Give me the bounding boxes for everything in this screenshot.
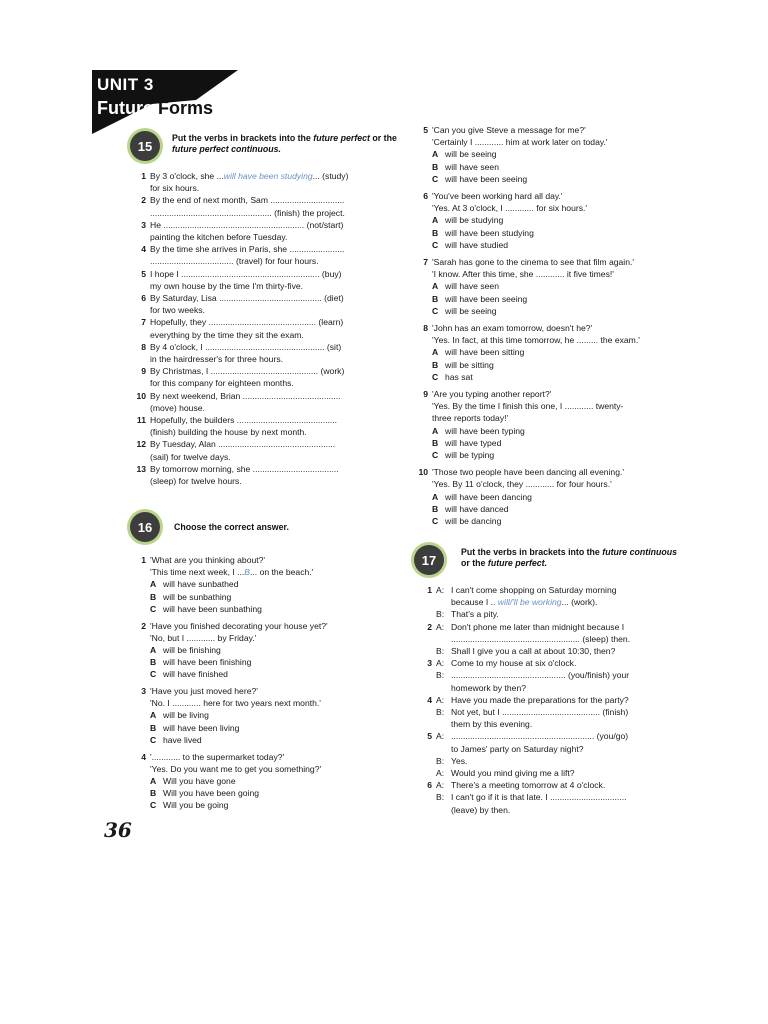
item-line	[150, 219, 394, 231]
option-text: will have been typing	[445, 425, 525, 436]
answer-line: 'Yes. In fact, at this time tomorrow, he ......... the exam.'	[432, 335, 640, 346]
speaker-label: A:	[436, 694, 445, 705]
speaker-label: A:	[436, 731, 445, 742]
question-line: 'Are you typing another report?'	[432, 389, 552, 400]
question-item	[416, 124, 686, 185]
option-letter: C	[432, 239, 439, 250]
dialogue-line	[436, 596, 690, 608]
item-number: 1	[427, 585, 432, 595]
speaker-label: B:	[436, 707, 445, 718]
option-text: will be studying	[445, 215, 504, 226]
item-line: (move) house.	[150, 402, 205, 413]
item-line: in the hairdresser's for three hours.	[150, 354, 283, 365]
option-text: will be seeing	[445, 149, 497, 160]
item-number: 10	[136, 390, 146, 401]
line-text: Don't phone me later than midnight because I	[451, 621, 625, 632]
question-line: 'Have you just moved here?'	[150, 686, 258, 697]
item-text: By tomorrow morning, she ....................................	[150, 463, 339, 474]
exercise-15-instructions: Put the verbs in brackets into the future perfect or the future perfect continuous.	[172, 133, 397, 154]
option-text: will have been sitting	[445, 347, 525, 358]
dialogue-line	[436, 755, 690, 767]
line-text: (leave) by then.	[451, 804, 511, 815]
option-letter: C	[432, 305, 439, 316]
dialogue-item	[420, 621, 690, 658]
item-number: 8	[141, 341, 146, 352]
line-text: ... (work).	[561, 597, 598, 608]
exercise-15-badge: 15	[130, 131, 160, 161]
answer-line: 'Certainly I ............ him at work later on today.'	[432, 137, 608, 148]
dialogue-line	[436, 682, 690, 694]
line-text: Come to my house at six o'clock.	[451, 658, 577, 669]
speaker-label: B:	[436, 646, 445, 657]
item-number: 10	[418, 467, 428, 478]
option-text: will have been seeing	[445, 173, 528, 184]
line-text: Would you mind giving me a lift?	[451, 768, 575, 779]
question-item	[134, 685, 404, 746]
option-text: Will you be going	[163, 800, 229, 811]
item-text: By the time she arrives in Paris, she .......................	[150, 244, 345, 255]
option-text: will have studied	[445, 239, 509, 250]
item-text: ... on the beach.'	[250, 567, 314, 578]
item-number: 12	[136, 439, 146, 450]
answer-line: three reports today!'	[432, 413, 509, 424]
line-text: Have you made the preparations for the party?	[451, 694, 629, 705]
speaker-label: B:	[436, 755, 445, 766]
dialogue-line	[436, 645, 690, 657]
line-text: because I ..	[451, 597, 498, 608]
item-line: for this company for eighteen months.	[150, 378, 294, 389]
option-text: Will you have been going	[163, 788, 260, 799]
option-letter: C	[432, 516, 439, 527]
option-letter: C	[432, 173, 439, 184]
question-item	[134, 554, 404, 615]
option-text: will have seen	[445, 161, 499, 172]
exercise-item	[134, 292, 394, 316]
option-text: will have finished	[163, 669, 228, 680]
exercise-item	[134, 268, 394, 292]
question-line: '............ to the supermarket today?'	[150, 751, 285, 762]
dialogue-line	[436, 584, 690, 596]
item-text: Hopefully, the builders ..........................................	[150, 415, 338, 426]
option-text: will have been studying	[445, 227, 534, 238]
exercise-17-badge: 17	[414, 545, 444, 575]
option-letter: A	[150, 775, 157, 786]
option-text: will have seen	[445, 281, 499, 292]
answer-option	[150, 656, 404, 668]
answer-option	[432, 515, 686, 527]
item-number: 6	[141, 293, 146, 304]
answer-option	[150, 644, 404, 656]
answer-option	[432, 161, 686, 173]
item-number: 3	[427, 658, 432, 669]
answer-option	[432, 346, 686, 358]
answer-option	[432, 503, 686, 515]
item-line: ................................... (travel) for four hours.	[150, 256, 319, 267]
answer-option	[432, 437, 686, 449]
handwritten-answer: will have been studying	[223, 171, 313, 181]
speaker-label: B:	[436, 609, 445, 620]
handwritten-answer: B	[244, 567, 251, 578]
answer-option	[150, 734, 404, 746]
answer-line: 'Yes. By the time I finish this one, I ............ twenty-	[432, 401, 624, 412]
option-text: will be sitting	[445, 359, 494, 370]
option-text: will have danced	[445, 503, 509, 514]
item-line: painting the kitchen before Tuesday.	[150, 232, 288, 243]
answer-option	[150, 578, 404, 590]
question-line: 'John has an exam tomorrow, doesn't he?'	[432, 323, 593, 334]
item-number: 3	[141, 686, 146, 697]
item-number: 4	[141, 751, 146, 762]
option-text: will have been seeing	[445, 293, 528, 304]
option-letter: C	[432, 450, 439, 461]
option-text: will have been finishing	[163, 657, 252, 668]
item-number: 7	[141, 317, 146, 328]
dialogue-line	[436, 767, 690, 779]
answer-option	[150, 787, 404, 799]
item-number: 9	[423, 389, 428, 400]
answer-option	[150, 775, 404, 787]
handwritten-answer: will/'ll be working	[497, 597, 562, 608]
answer-line: 'Yes. By 11 o'clock, they ............ for four hours.'	[432, 479, 612, 490]
exercise-16-instructions: Choose the correct answer.	[174, 522, 289, 532]
item-line	[150, 463, 394, 475]
exercise-17-instructions: Put the verbs in brackets into the future continuous or the future perfect.	[461, 547, 678, 568]
speaker-label: A:	[436, 768, 445, 779]
exercise-16-list-continued	[416, 124, 686, 532]
item-line	[150, 194, 394, 206]
question-line: 'You've been working hard all day.'	[432, 191, 563, 202]
answer-option	[432, 449, 686, 461]
exercise-15-list	[134, 170, 394, 487]
option-letter: C	[150, 603, 157, 614]
answer-option	[150, 591, 404, 603]
line-text: ............................................................ (you/go)	[451, 731, 629, 742]
option-letter: A	[432, 149, 439, 160]
option-letter: B	[432, 161, 439, 172]
line-text: Shall I give you a call at about 10:30, then?	[451, 646, 616, 657]
option-letter: C	[150, 800, 157, 811]
dialogue-item	[420, 584, 690, 621]
answer-option	[432, 305, 686, 317]
line-text: I can't come shopping on Saturday morning	[451, 585, 617, 595]
answer-option	[150, 799, 404, 811]
exercise-item	[134, 170, 394, 194]
exercise-item	[134, 414, 394, 438]
dialogue-item	[420, 730, 690, 779]
dialogue-line	[436, 718, 690, 730]
line-text: I can't go if it is that late. I ................................	[451, 792, 627, 803]
item-line: (finish) building the house by next month.	[150, 427, 307, 438]
option-text: will be seeing	[445, 305, 497, 316]
dialogue-line	[436, 804, 690, 816]
option-letter: B	[150, 591, 157, 602]
answer-line	[150, 566, 404, 578]
option-letter: B	[432, 503, 439, 514]
answer-option	[432, 148, 686, 160]
item-number: 5	[141, 268, 146, 279]
dialogue-line	[436, 608, 690, 620]
question-line: 'Sarah has gone to the cinema to see that film again.'	[432, 257, 635, 268]
answer-option	[432, 214, 686, 226]
option-text: will have typed	[445, 437, 502, 448]
dialogue-line	[436, 779, 690, 791]
item-text: By Tuesday, Alan .................................................	[150, 439, 336, 450]
item-text: By Christmas, I ............................................. (work)	[150, 366, 345, 377]
answer-option	[432, 425, 686, 437]
speaker-label: A:	[436, 780, 445, 791]
option-text: will be dancing	[445, 516, 502, 527]
option-letter: A	[432, 491, 439, 502]
exercise-17-list	[420, 584, 690, 816]
option-text: will be sunbathing	[163, 591, 232, 602]
exercise-item	[134, 219, 394, 243]
item-number: 6	[427, 780, 432, 791]
answer-option	[150, 709, 404, 721]
item-number: 1	[141, 555, 146, 565]
answer-line: 'No. I ............ here for two years next month.'	[150, 698, 321, 709]
option-text: will have been living	[163, 722, 240, 733]
item-text: ... (study)	[312, 171, 349, 181]
exercise-16-badge: 16	[130, 512, 160, 542]
item-line: for six hours.	[150, 183, 200, 194]
speaker-label: A:	[436, 621, 445, 632]
item-line	[150, 365, 394, 377]
line-text: homework by then?	[451, 682, 526, 693]
question-line: 'Have you finished decorating your house yet?'	[150, 620, 328, 631]
answer-option	[432, 371, 686, 383]
exercise-16-list	[134, 554, 404, 816]
option-letter: B	[150, 657, 157, 668]
item-number: 4	[427, 694, 432, 705]
item-number: 2	[427, 621, 432, 632]
item-text: By 3 o'clock, she ...	[150, 171, 224, 181]
option-letter: A	[432, 347, 439, 358]
dialogue-line	[436, 633, 690, 645]
answer-line: 'No, but I ............ by Friday.'	[150, 632, 257, 643]
item-number: 5	[423, 125, 428, 135]
answer-option	[432, 227, 686, 239]
option-text: will have been dancing	[445, 491, 532, 502]
item-line	[150, 243, 394, 255]
option-text: will be living	[163, 710, 209, 721]
option-text: has sat	[445, 371, 473, 382]
exercise-item	[134, 438, 394, 462]
option-text: will be finishing	[163, 644, 221, 655]
item-text: By next weekend, Brian .........................................	[150, 390, 341, 401]
item-line: (sleep) for twelve hours.	[150, 476, 242, 487]
exercise-item	[134, 316, 394, 340]
answer-option	[432, 239, 686, 251]
item-line: my own house by the time I'm thirty-five.	[150, 280, 304, 291]
item-line	[150, 268, 394, 280]
item-line	[150, 292, 394, 304]
item-text: By Saturday, Lisa ........................................... (diet)	[150, 293, 344, 304]
option-text: will have sunbathed	[163, 579, 239, 590]
unit-title: Future Forms	[97, 98, 214, 118]
line-text: That's a pity.	[451, 609, 499, 620]
line-text: Not yet, but I ......................................... (finish)	[451, 707, 629, 718]
item-number: 2	[141, 620, 146, 631]
exercise-item	[134, 390, 394, 414]
dialogue-item	[420, 779, 690, 816]
dialogue-line	[436, 657, 690, 669]
question-item	[416, 388, 686, 461]
answer-line: 'Yes. At 3 o'clock, I ............ for six hours.'	[432, 203, 588, 214]
exercise-item	[134, 463, 394, 487]
item-number: 1	[141, 171, 146, 181]
question-item	[416, 322, 686, 383]
answer-line: 'I know. After this time, she ............ it five times!'	[432, 269, 614, 280]
speaker-label: A:	[436, 585, 445, 595]
speaker-label: B:	[436, 792, 445, 803]
speaker-label: A:	[436, 658, 445, 669]
item-text: I hope I .......................................................... (buy)	[150, 268, 342, 279]
dialogue-line	[436, 621, 690, 633]
answer-option	[432, 293, 686, 305]
dialogue-line	[436, 669, 690, 681]
answer-option	[150, 722, 404, 734]
option-text: have lived	[163, 734, 202, 745]
item-line: everything by the time they sit the exam.	[150, 329, 304, 340]
item-number: 13	[136, 463, 146, 474]
item-number: 9	[141, 366, 146, 377]
line-text: to James' party on Saturday night?	[451, 743, 584, 754]
item-line	[150, 341, 394, 353]
answer-option	[432, 173, 686, 185]
dialogue-line	[436, 694, 690, 706]
speaker-label: B:	[436, 670, 445, 681]
option-letter: C	[432, 371, 439, 382]
item-line	[150, 414, 394, 426]
answer-option	[150, 603, 404, 615]
option-letter: A	[150, 710, 157, 721]
question-item	[416, 466, 686, 527]
line-text: There's a meeting tomorrow at 4 o'clock.	[451, 780, 606, 791]
option-text: will have been sunbathing	[163, 603, 262, 614]
line-text: them by this evening.	[451, 719, 533, 730]
item-line: ................................................... (finish) the project.	[150, 207, 345, 218]
dialogue-line	[436, 730, 690, 742]
option-letter: B	[432, 437, 439, 448]
exercise-item	[134, 341, 394, 365]
item-line	[150, 170, 394, 182]
answer-option	[432, 359, 686, 371]
option-letter: A	[432, 281, 439, 292]
option-letter: A	[150, 644, 157, 655]
item-line	[150, 390, 394, 402]
unit-label: UNIT 3	[97, 75, 154, 94]
exercise-item	[134, 243, 394, 267]
item-number: 3	[141, 219, 146, 230]
answer-option	[150, 668, 404, 680]
exercise-item	[134, 194, 394, 218]
question-item	[416, 256, 686, 317]
option-letter: C	[150, 669, 157, 680]
item-number: 8	[423, 323, 428, 334]
option-letter: B	[432, 293, 439, 304]
dialogue-line	[436, 706, 690, 718]
item-number: 4	[141, 244, 146, 255]
dialogue-item	[420, 694, 690, 731]
answer-option	[432, 280, 686, 292]
option-letter: B	[150, 722, 157, 733]
dialogue-line	[436, 743, 690, 755]
option-letter: A	[150, 579, 157, 590]
question-line: 'Those two people have been dancing all evening.'	[432, 467, 625, 478]
line-text: Yes.	[451, 755, 468, 766]
item-number: 11	[136, 415, 146, 426]
item-line: (sail) for twelve days.	[150, 451, 231, 462]
item-number: 5	[427, 731, 432, 742]
item-number: 6	[423, 191, 428, 202]
option-letter: C	[150, 734, 157, 745]
item-number: 7	[423, 257, 428, 268]
option-letter: A	[432, 425, 439, 436]
item-number: 2	[141, 195, 146, 206]
option-letter: A	[432, 215, 439, 226]
line-text: ...................................................... (sleep) then.	[451, 633, 631, 644]
item-text: By 4 o'clock, I .................................................. (sit)	[150, 341, 342, 352]
item-text: 'This time next week, I ...	[150, 567, 245, 578]
page-number: 36	[104, 818, 132, 842]
question-item	[134, 751, 404, 812]
question-item	[416, 190, 686, 251]
answer-option	[432, 491, 686, 503]
item-text: He ........................................................... (not/start)	[150, 219, 344, 230]
item-text: By the end of next month, Sam ...............................	[150, 195, 345, 206]
question-line: 'Can you give Steve a message for me?'	[432, 125, 586, 135]
dialogue-line	[436, 791, 690, 803]
option-text: Will you have gone	[163, 775, 236, 786]
option-text: will be typing	[445, 450, 495, 461]
item-text: Hopefully, they ............................................. (learn)	[150, 317, 344, 328]
question-line: 'What are you thinking about?'	[150, 555, 266, 565]
option-letter: B	[150, 788, 157, 799]
item-line: for two weeks.	[150, 305, 205, 316]
question-item	[134, 620, 404, 681]
exercise-item	[134, 365, 394, 389]
item-line	[150, 316, 394, 328]
option-letter: B	[432, 227, 439, 238]
option-letter: B	[432, 359, 439, 370]
answer-line: 'Yes. Do you want me to get you something?'	[150, 763, 322, 774]
line-text: ................................................ (you/finish) your	[451, 670, 630, 681]
item-line	[150, 438, 394, 450]
dialogue-item	[420, 657, 690, 694]
